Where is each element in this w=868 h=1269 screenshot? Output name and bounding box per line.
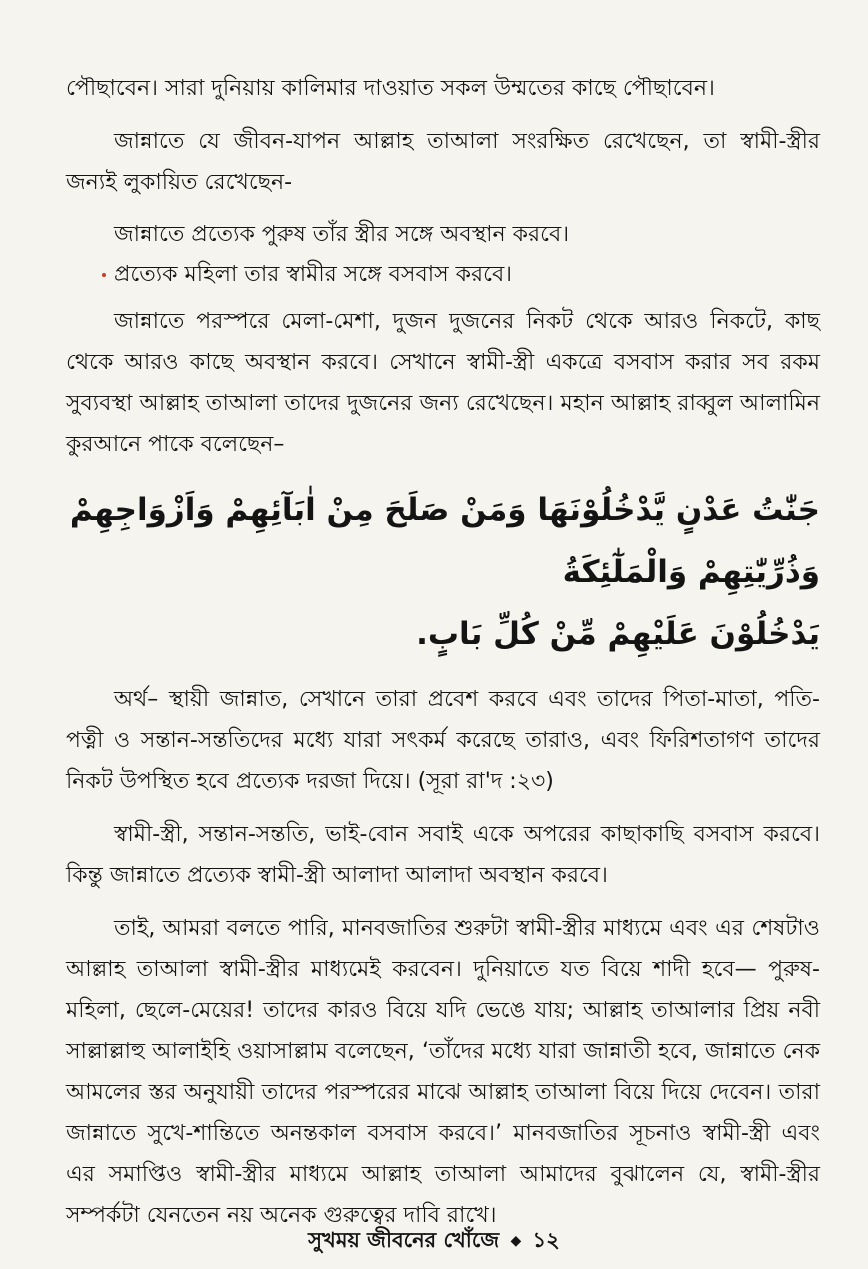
page-number: ১২ bbox=[532, 1228, 560, 1252]
margin-dot bbox=[102, 273, 106, 277]
paragraph-1: পৌছাবেন। সারা দুনিয়ায় কালিমার দাওয়াত সকল উম্মতের কাছে পৌছাবেন। bbox=[66, 76, 715, 101]
paragraph-4-text: প্রত্যেক মহিলা তার স্বামীর সঙ্গে বসবাস করবে। bbox=[114, 262, 513, 287]
paragraph-8: তাই, আমরা বলতে পারি, মানবজাতির শুরুটা স্বামী-স্ত্রীর মাধ্যমে এবং এর শেষটাও আল্লাহ তাআলা স্বামী-স্ত্রীর মাধ্যমেই করবেন। দুনিয়াতে যত বিয়ে শাদী হবে— পুরুষ-মহিলা, ছেলে-মেয়ের! তাদের কারও বিয়ে যদি ভেঙে যায়; আল্লাহ তাআলার প্রিয় নবী সাল্লাল্লাহু আলাইহি ওয়াসাল্লাম বলেছেন, ‘তাঁদের মধ্যে যারা জান্নাতী হবে, জান্নাতে নেক আমলের স্তর অনুযায়ী তাদের পরস্পরের মাঝে আল্লাহ তাআলা বিয়ে দিয়ে দেবেন। তারা জান্নাতে সুখে-শান্তিতে অনন্তকাল বসবাস করবে।’ মানবজাতির সূচনাও স্বামী-স্ত্রী এবং এর সমাপ্তিও স্বামী-স্ত্রীর মাধ্যমে আল্লাহ তাআলা আমাদের বুঝালেন যে, স্বামী-স্ত্রীর সম্পর্কটা যেনতেন নয় অনেক গুরুত্বের দাবি রাখে। bbox=[66, 916, 820, 1228]
paragraph-5: জান্নাতে পরস্পরে মেলা-মেশা, দুজন দুজনের নিকট থেকে আরও নিকটে, কাছ থেকে আরও কাছে অবস্থান করবে। সেখানে স্বামী-স্ত্রী একত্রে বসবাস করার সব রকম সুব্যবস্থা আল্লাহ তাআলা তাদের দুজনের জন্য রেখেছেন। মহান আল্লাহ রাব্বুল আলামিন কুরআনে পাকে বলেছেন– bbox=[66, 309, 820, 457]
book-title: সুখময় জীবনের খোঁজে bbox=[308, 1228, 500, 1252]
paragraph-7: স্বামী-স্ত্রী, সন্তান-সন্ততি, ভাই-বোন সবাই একে অপরের কাছাকাছি বসবাস করবে। কিন্তু জান্নাতে প্রত্যেক স্বামী-স্ত্রী আলাদা আলাদা অবস্থান করবে। bbox=[66, 822, 820, 888]
arabic-verse bbox=[66, 479, 820, 665]
page-footer bbox=[0, 1224, 868, 1259]
paragraph-3: জান্নাতে প্রত্যেক পুরুষ তাঁর স্ত্রীর সঙ্গে অবস্থান করবে। bbox=[114, 222, 570, 247]
footer-bullet: ◆ bbox=[510, 1233, 522, 1249]
arabic-verse-line-1: جَنّٰتُ عَدْنٍ يَّدْخُلُوْنَهَا وَمَنْ صَلَحَ مِنْ اٰبَآئِهِمْ وَاَزْوَاجِهِمْ وَذُرِّيّٰتِهِمْ وَالْمَلٰٓئِكَةُ bbox=[69, 492, 820, 590]
paragraph-4 bbox=[66, 255, 820, 295]
arabic-verse-line-2: يَدْخُلُوْنَ عَلَيْهِمْ مِّنْ كُلِّ بَابٍ. bbox=[416, 616, 820, 652]
paragraph-translation: অর্থ– স্থায়ী জান্নাত, সেখানে তারা প্রবেশ করবে এবং তাদের পিতা-মাতা, পতি-পত্নী ও সন্তান-সন্ততিদের মধ্যে যারা সৎকর্ম করেছে তারাও, এবং ফিরিশতাগণ তাদের নিকট উপস্থিত হবে প্রত্যেক দরজা দিয়ে। (সূরা রা'দ :২৩) bbox=[66, 687, 820, 794]
paragraph-2: জান্নাতে যে জীবন-যাপন আল্লাহ তাআলা সংরক্ষিত রেখেছেন, তা স্বামী-স্ত্রীর জন্যই লুকায়িত রেখেছেন- bbox=[66, 129, 820, 195]
